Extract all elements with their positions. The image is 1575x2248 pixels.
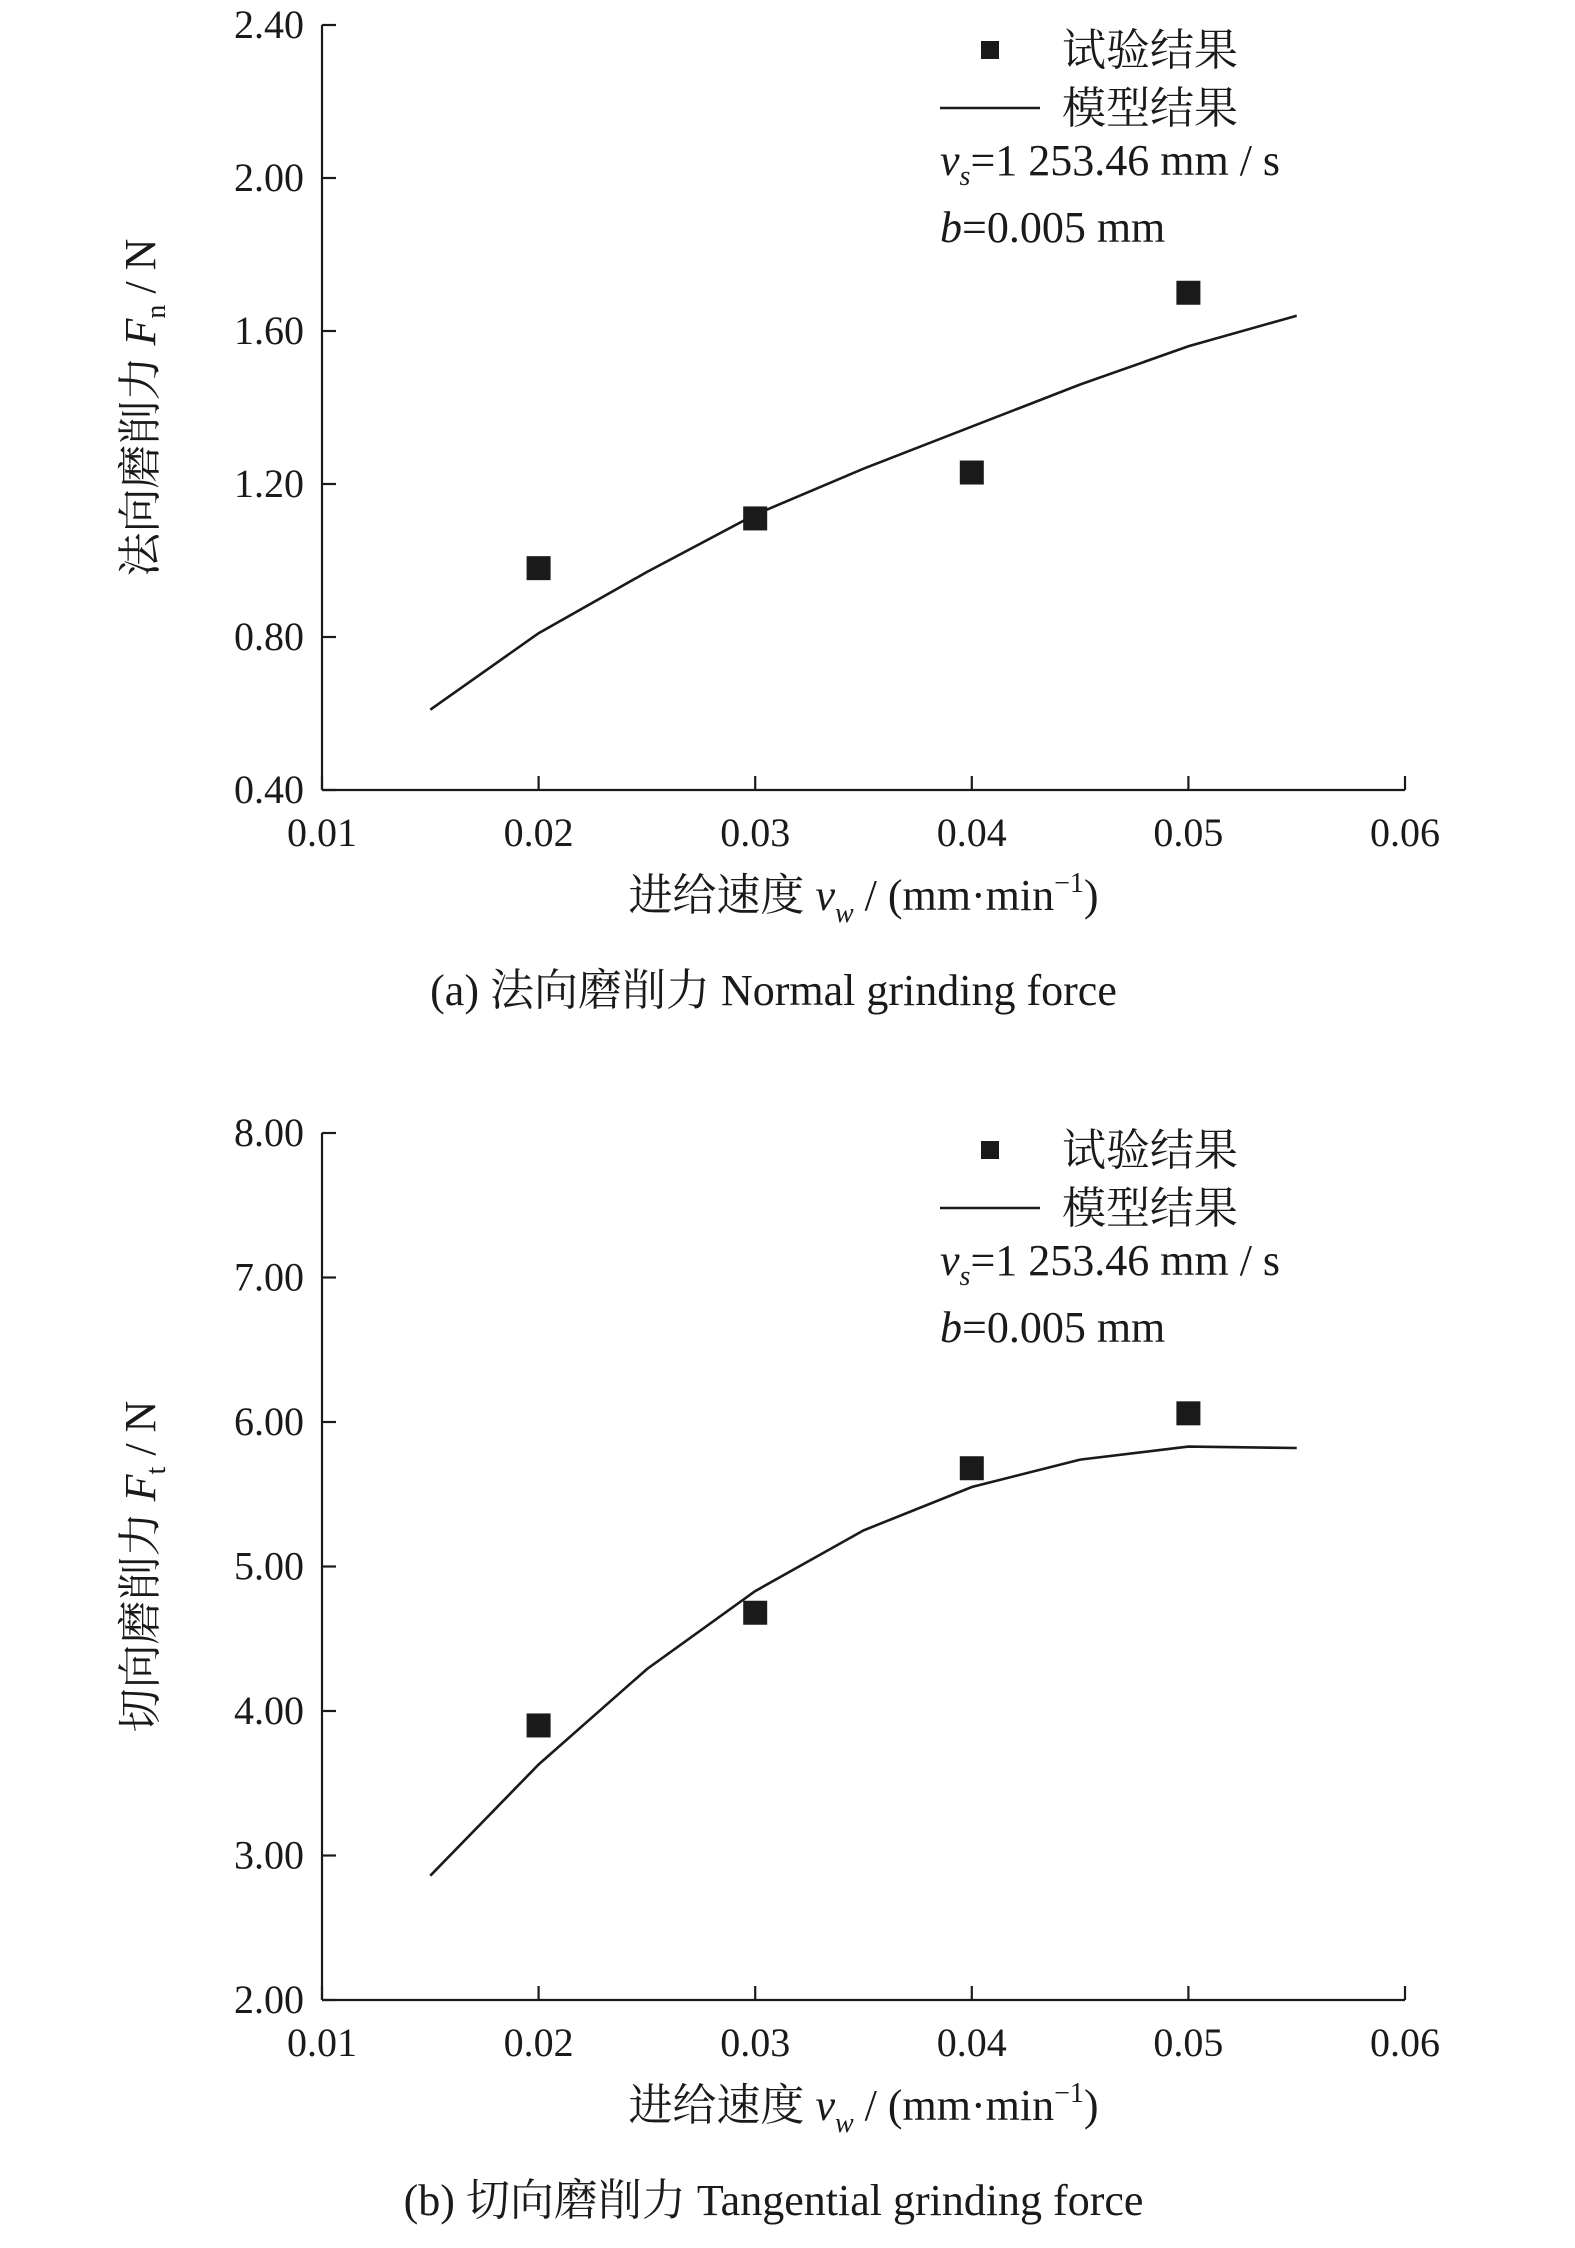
data-point-marker [527,556,551,580]
y-tick-label: 2.00 [234,155,304,200]
legend-label-model: 模型结果 [1062,1184,1238,1233]
legend-label-experiment: 试验结果 [1062,1126,1238,1175]
model-curve [430,316,1296,710]
legend [940,1126,1238,1233]
figure-caption: (a) 法向磨削力 Normal grinding force [430,966,1117,1015]
parameter-annotation: $v_s=1$ 253.46 mm / s [940,1236,1281,1292]
y-tick-label: 5.00 [234,1543,304,1589]
x-tick-label: 0.04 [936,810,1007,855]
x-tick-label: 0.05 [1153,2020,1224,2065]
y-axis-title: 法向磨削力 $F_n$ / N [116,238,172,577]
legend-marker-icon [981,41,999,59]
parameter-annotation: b=0.005 mm [940,203,1166,252]
y-tick-label: 8.00 [234,1110,304,1155]
x-tick-label: 0.01 [287,2020,357,2065]
data-point-marker [1176,1401,1200,1425]
y-tick-label: 4.00 [234,1688,304,1733]
y-tick-label: 7.00 [234,1254,304,1300]
parameter-annotation: b=0.005 mm [940,1303,1166,1352]
x-tick-label: 0.03 [720,2020,791,2065]
x-tick-label: 0.02 [503,2020,574,2065]
data-point-marker [743,506,767,530]
y-axis-title: 切向磨削力 $F_t$ / N [116,1400,172,1733]
y-tick-label: 6.00 [234,1399,304,1444]
x-tick-label: 0.01 [287,810,357,855]
legend-marker-icon [981,1141,999,1159]
y-tick-label: 3.00 [234,1832,304,1878]
chart-panel-b [116,1110,1440,2225]
x-axis-title: 进给速度 $v_w / (mm\cdot\min^{-1})$ [628,868,1099,929]
x-tick-label: 0.03 [720,810,791,855]
data-point-marker [527,1713,551,1737]
parameter-annotation: $v_s=1$ 253.46 mm / s [940,136,1281,192]
data-point-marker [960,461,984,485]
x-tick-label: 0.02 [503,810,574,855]
y-tick-label: 0.40 [234,767,304,812]
x-axis-title: 进给速度 $v_w / (mm\cdot\min^{-1})$ [628,2078,1099,2139]
y-tick-label: 0.80 [234,614,304,659]
legend-label-model: 模型结果 [1062,84,1238,133]
y-tick-label: 2.40 [234,2,304,47]
x-tick-label: 0.04 [936,2020,1007,2065]
figure-caption: (b) 切向磨削力 Tangential grinding force [403,2176,1144,2225]
data-point-marker [960,1456,984,1480]
y-tick-label: 1.60 [234,308,304,353]
model-curve [430,1447,1296,1876]
y-tick-label: 2.00 [234,1977,304,2022]
legend-label-experiment: 试验结果 [1062,26,1238,75]
x-tick-label: 0.06 [1370,2020,1440,2065]
data-point-marker [1176,281,1200,305]
x-tick-label: 0.06 [1370,810,1440,855]
legend [940,26,1238,133]
chart-panel-a [116,2,1440,1015]
x-tick-label: 0.05 [1153,810,1224,855]
y-tick-label: 1.20 [234,461,304,506]
data-point-marker [743,1601,767,1625]
